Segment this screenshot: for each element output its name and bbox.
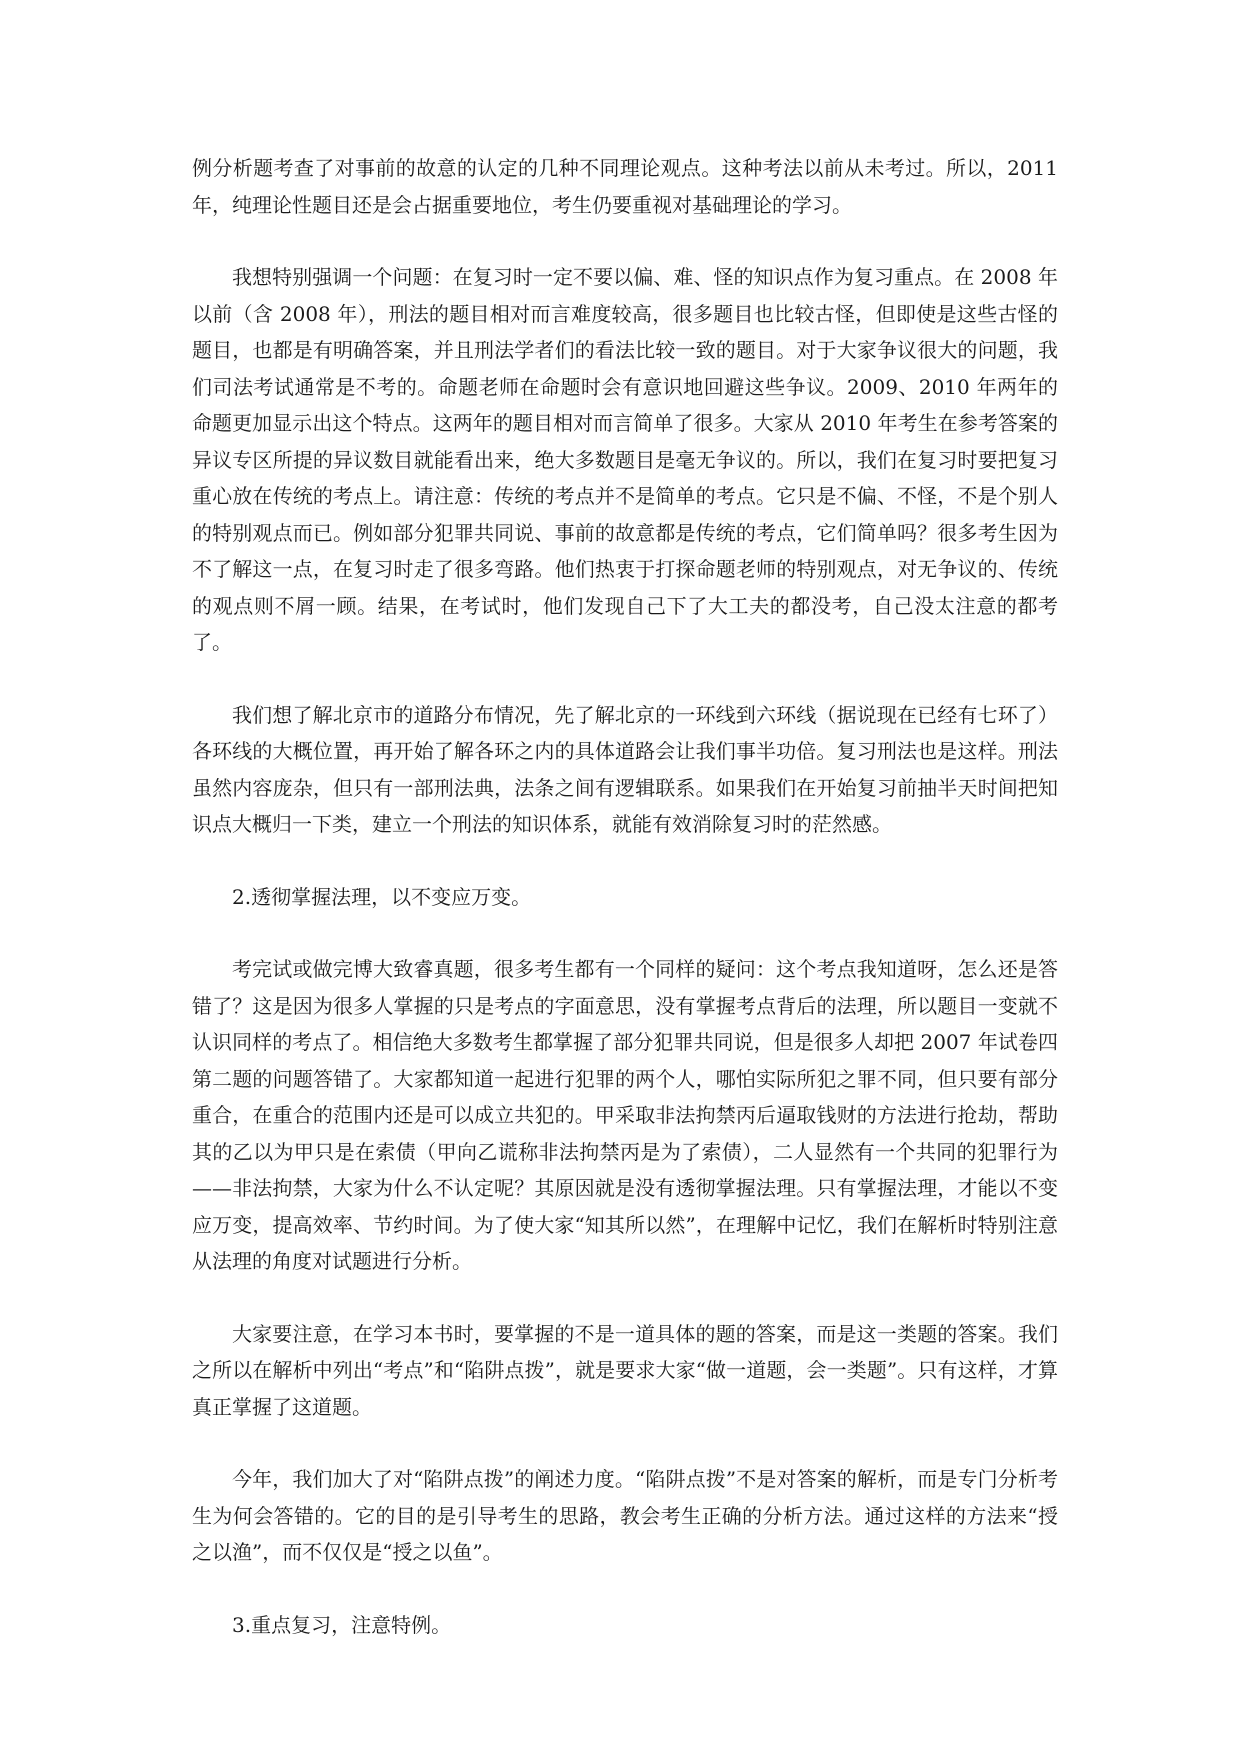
document-body: [192, 150, 1058, 1679]
paragraph-trap-analysis: 今年，我们加大了对“陷阱点拨”的阐述力度。“陷阱点拨”不是对答案的解析，而是专门分析考生为何会答错的。它的目的是引导考生的思路，教会考生正确的分析方法。通过这样的方法来“授之以渔”，而不仅仅是“授之以鱼”。: [192, 1467, 1058, 1564]
section-heading-2: 2.透彻掌握法理，以不变应万变。: [232, 884, 532, 909]
paragraph-exam-focus: 我想特别强调一个问题：在复习时一定不要以偏、难、怪的知识点作为复习重点。在 2008 年以前（含 2008 年），刑法的题目相对而言难度较高，很多题目也比较古怪，但即使是这些古怪的题目，也都是有明确答案，并且刑法学者们的看法比较一致的题目。对于大家争议很大的问题，我们司法考试通常是不考的。命题老师在命题时会有意识地回避这些争议。2009、2010 年两年的命题更加显示出这个特点。这两年的题目相对而言简单了很多。大家从 2010 年考生在参考答案的异议专区所提的异议数目就能看出来，绝大多数题目是毫无争议的。所以，我们在复习时要把复习重心放在传统的考点上。请注意：传统的考点并不是简单的考点。它只是不偏、不怪，不是个别人的特别观点而已。例如部分犯罪共同说、事前的故意都是传统的考点，它们简单吗？很多考生因为不了解这一点，在复习时走了很多弯路。他们热衷于打探命题老师的特别观点，对无争议的、传统的观点则不屑一顾。结果，在考试时，他们发现自己下了大工夫的都没考，自己没太注意的都考了。: [192, 265, 1058, 654]
paragraph-knowledge-system: 我们想了解北京市的道路分布情况，先了解北京的一环线到六环线（据说现在已经有七环了）各环线的大概位置，再开始了解各环之内的具体道路会让我们事半功倍。复习刑法也是这样。刑法虽然内容庞杂，但只有一部刑法典，法条之间有逻辑联系。如果我们在开始复习前抽半天时间把知识点大概归一下类，建立一个刑法的知识体系，就能有效消除复习时的茫然感。: [192, 702, 1058, 836]
paragraph-study-method: 大家要注意，在学习本书时，要掌握的不是一道具体的题的答案，而是这一类题的答案。我们之所以在解析中列出“考点”和“陷阱点拨”，就是要求大家“做一道题，会一类题”。只有这样，才算真正掌握了这道题。: [192, 1321, 1058, 1419]
paragraph-continued: 例分析题考查了对事前的故意的认定的几种不同理论观点。这种考法以前从未考过。所以，2011 年，纯理论性题目还是会占据重要地位，考生仍要重视对基础理论的学习。: [192, 156, 1058, 217]
section-heading-3: 3.重点复习，注意特例。: [232, 1612, 452, 1637]
paragraph-legal-principles: 考完试或做完博大致睿真题，很多考生都有一个同样的疑问：这个考点我知道呀，怎么还是答错了？这是因为很多人掌握的只是考点的字面意思，没有掌握考点背后的法理，所以题目一变就不认识同样的考点了。相信绝大多数考生都掌握了部分犯罪共同说，但是很多人却把 2007 年试卷四第二题的问题答错了。大家都知道一起进行犯罪的两个人，哪怕实际所犯之罪不同，但只要有部分重合，在重合的范围内还是可以成立共犯的。甲采取非法拘禁丙后逼取钱财的方法进行抢劫，帮助其的乙以为甲只是在索债（甲向乙谎称非法拘禁丙是为了索债），二人显然有一个共同的犯罪行为——非法拘禁，大家为什么不认定呢？其原因就是没有透彻掌握法理。只有掌握法理，才能以不变应万变，提高效率、节约时间。为了使大家“知其所以然”，在理解中记忆，我们在解析时特别注意从法理的角度对试题进行分析。: [192, 957, 1058, 1273]
